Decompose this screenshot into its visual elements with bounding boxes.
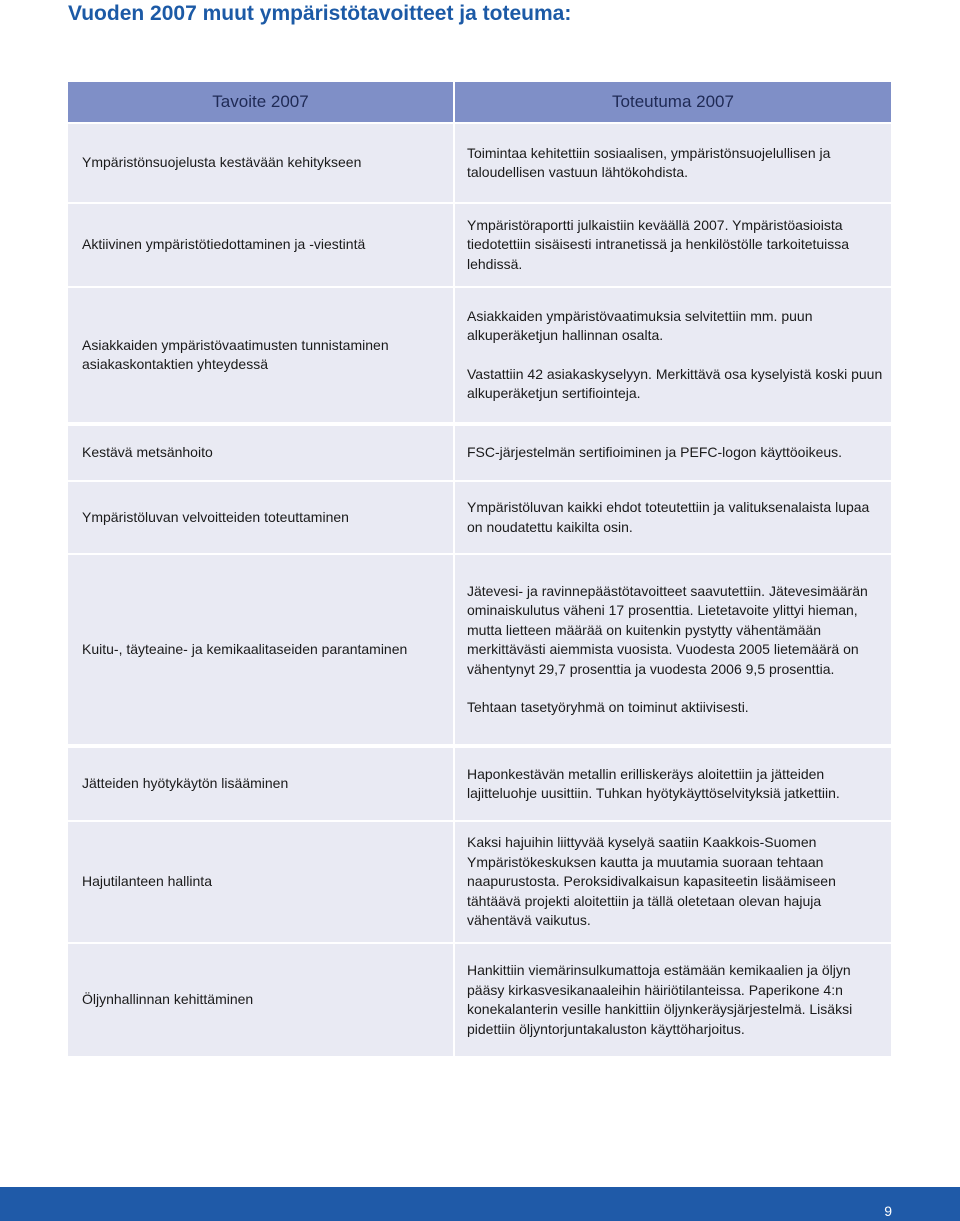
goal-text: Ympäristöluvan velvoitteiden toteuttaminen bbox=[82, 508, 349, 525]
goal-cell bbox=[68, 288, 453, 422]
result-cell bbox=[455, 482, 891, 553]
result-text: Hankittiin viemärinsulkumattoja estämään kemikaalien ja öljyn pääsy kirkasvesikanaaleihin häiriötilanteissa. Paperikone 4:n konekalanterin vesille hankittiin öljynkeräysjärjestelmä. Lisäksi pidettiin öljyntorjuntakaluston käyttöharjoitus. bbox=[467, 962, 853, 1037]
result-cell bbox=[455, 944, 891, 1056]
goal-text: Jätteiden hyötykäytön lisääminen bbox=[82, 775, 289, 792]
goal-cell bbox=[68, 944, 453, 1056]
result-text: Asiakkaiden ympäristövaatimuksia selvitettiin mm. puun alkuperäketjun hallinnan osalta. bbox=[467, 307, 813, 343]
result-text: Kaksi hajuihin liittyvää kyselyä saatiin Kaakkois-Suomen Ympäristökeskuksen kautta ja muutamia suoraan tehtaan naapurustosta. Peroksidivalkaisun kapasiteetin lisäämiseen tähtäävä projekti aloitettiin ja tällä oletetaan olevan hajuja vähentävä vaikutus. bbox=[467, 834, 836, 929]
goal-text: Ympäristönsuojelusta kestävään kehitykseen bbox=[82, 154, 362, 171]
result-text: Jätevesi- ja ravinnepäästötavoitteet saavutettiin. Jätevesimäärän ominaiskulutus väheni 17 prosenttia. Lietetavoite ylittyi hieman, mutta lietteen määrää on kuitenkin pystytty vähentämään merkittävästi aiemmista vuosista. Vuodesta 2005 lietemäärä on vähentynyt 29,7 prosenttia ja vuodesta 2006 9,5 prosenttia. bbox=[467, 582, 868, 677]
result-text: Vastattiin 42 asiakaskyselyyn. Merkittävä osa kyselyistä koski puun alkuperäketjun sertifiointeja. bbox=[467, 365, 883, 401]
goal-cell bbox=[68, 822, 453, 942]
result-cell bbox=[455, 204, 891, 286]
goal-text: Kestävä metsänhoito bbox=[82, 444, 213, 461]
result-cell bbox=[455, 822, 891, 942]
goal-cell bbox=[68, 748, 453, 820]
result-text: Tehtaan tasetyöryhmä on toiminut aktiivisesti. bbox=[467, 699, 749, 715]
result-text: Haponkestävän metallin erilliskeräys aloitettiin ja jätteiden lajitteluohje uusittiin. Tuhkan hyötykäyttöselvityksiä jatkettiin. bbox=[467, 765, 840, 801]
footer-bar bbox=[0, 1187, 960, 1221]
page-title: Vuoden 2007 muut ympäristötavoitteet ja toteuma: bbox=[68, 2, 572, 25]
goal-cell bbox=[68, 426, 453, 480]
result-text: Ympäristöluvan kaikki ehdot toteutettiin ja valituksenalaista lupaa on noudatettu kaikilta osin. bbox=[467, 499, 870, 535]
header-result: Toteutuma 2007 bbox=[455, 82, 891, 122]
goal-text: Aktiivinen ympäristötiedottaminen ja -viestintä bbox=[82, 236, 366, 253]
goal-text: Öljynhallinnan kehittäminen bbox=[82, 991, 254, 1008]
result-text: FSC-järjestelmän sertifioiminen ja PEFC-logon käyttöoikeus. bbox=[467, 444, 843, 461]
result-text: Toimintaa kehitettiin sosiaalisen, ympäristönsuojelullisen ja taloudellisen vastuun lähtökohdista. bbox=[467, 144, 831, 180]
goal-text: Asiakkaiden ympäristövaatimusten tunnistaminen asiakaskontaktien yhteydessä bbox=[82, 336, 389, 372]
result-text: Ympäristöraportti julkaistiin keväällä 2007. Ympäristöasioista tiedotettiin sisäisesti intranetissä ja henkilöstölle tarkoitetuissa lehdissä. bbox=[467, 216, 850, 272]
result-cell bbox=[455, 124, 891, 202]
page-number: 9 bbox=[884, 1203, 892, 1219]
result-cell bbox=[455, 748, 891, 820]
result-cell bbox=[455, 426, 891, 480]
result-cell bbox=[455, 555, 891, 744]
goal-cell bbox=[68, 124, 453, 202]
goal-text: Kuitu-, täyteaine- ja kemikaalitaseiden parantaminen bbox=[82, 640, 408, 657]
goal-cell bbox=[68, 555, 453, 744]
result-cell bbox=[455, 288, 891, 422]
goal-text: Hajutilanteen hallinta bbox=[82, 873, 212, 890]
goal-cell bbox=[68, 482, 453, 553]
header-goal: Tavoite 2007 bbox=[68, 82, 453, 122]
goal-cell bbox=[68, 204, 453, 286]
